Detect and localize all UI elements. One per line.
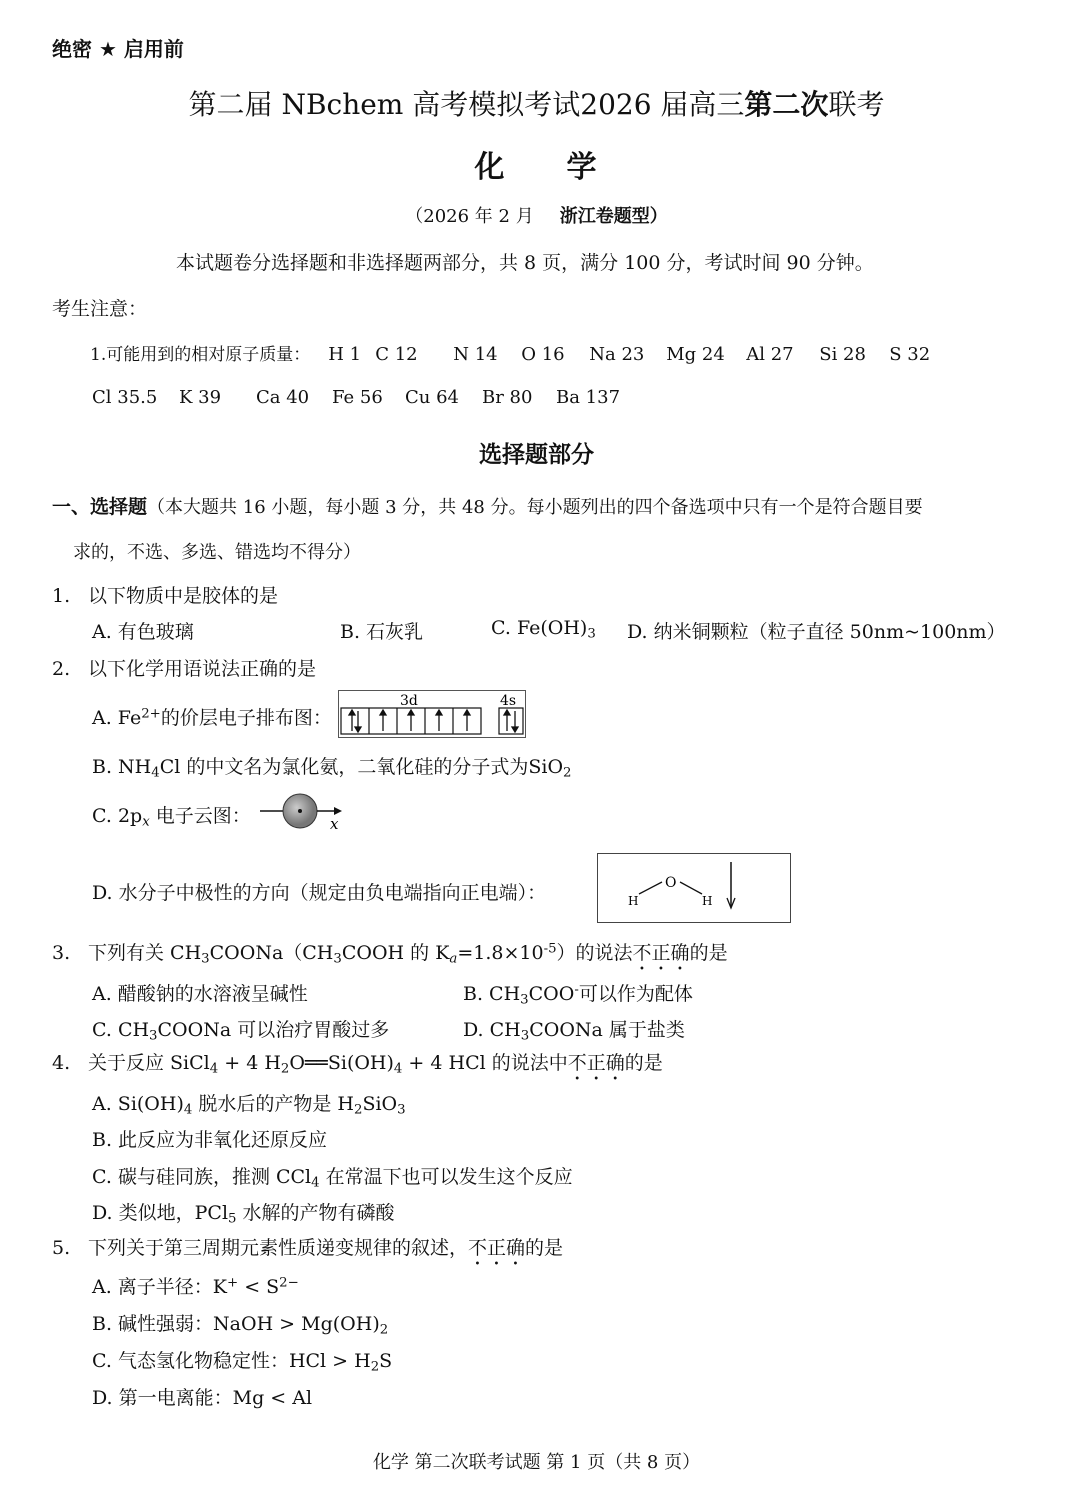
x-axis-label: x [330, 815, 339, 833]
atom-o: O [665, 875, 677, 891]
q1-option-c: C. $Fe(OH)_3$ [491, 617, 596, 642]
water-polarity-diagram [597, 853, 791, 923]
q2-option-a: A. $Fe^{2+}$的价层电子排布图： [92, 706, 332, 729]
question-1: 1. 以下物质中是胶体的是 [52, 585, 279, 607]
q3-option-b: B. $CH_3COO^-$可以作为配体 [463, 982, 693, 1008]
exam-date: （2026 年 2 月 浙江卷题型） [405, 206, 668, 227]
q5-option-b: B. 碱性强弱：NaOH > $Mg(OH)_2$ [92, 1313, 389, 1338]
part-heading: 一、选择题（本大题共 16 小题，每小题 3 分，共 48 分。每小题列出的四个备选项中只有一个是符合题目要 [52, 496, 923, 518]
q3-option-a: A. 醋酸钠的水溶液呈碱性 [92, 983, 308, 1005]
q2-option-d: D. 水分子中极性的方向（规定由负电端指向正电端）： [92, 882, 547, 904]
label-4s: 4s [500, 693, 517, 709]
question-3: 3. 下列有关 $CH_3COONa(CH_3COOH$ 的 $K_a=1.8\times 10^{-5}$）的说法不正确的是 [52, 941, 728, 967]
q4-option-a: A. $Si(OH)_4$ 脱水后的产物是 $H_2SiO_3$ [92, 1093, 406, 1118]
subject-title: 化 学 [474, 150, 599, 185]
atomic-masses-row2: Cl 35.5 K 39 Ca 40 Fe 56 Cu 64 Br 80 Ba 137 [92, 387, 621, 408]
atom-h-left: H [628, 894, 639, 908]
question-4: 4. 关于反应 SiCl$_4$ + 4 $H_2O══Si(OH)_4 + 4$ HCl 的说法中不正确的是 [52, 1052, 663, 1077]
q3-option-c: C. $CH_3COONa$ 可以治疗胃酸过多 [92, 1019, 390, 1044]
q4-option-d: D. 类似地，PCl$_5$ 水解的产物有磷酸 [92, 1202, 395, 1227]
q2-option-b: B. $NH_4Cl$ 的中文名为氯化氨，二氧化硅的分子式为SiO$_2$ [92, 756, 572, 781]
q1-option-d: D. 纳米铜颗粒（粒子直径 50nm~100nm） [627, 621, 1006, 643]
q1-option-b: B. 石灰乳 [340, 621, 424, 643]
q1-option-a: A. 有色玻璃 [92, 621, 194, 643]
notice-heading: 考生注意： [52, 298, 148, 320]
q5-option-d: D. 第一电离能：Mg < Al [92, 1387, 313, 1409]
q4-option-b: B. 此反应为非氧化还原反应 [92, 1129, 328, 1151]
q2-option-c: C. $2p_x$ 电子云图： [92, 805, 251, 830]
part-description: 求的，不选、多选、错选均不得分） [73, 542, 361, 563]
q4-option-c: C. 碳与硅同族，推测 CCl$_4$ 在常温下也可以发生这个反应 [92, 1166, 573, 1191]
exam-title: 第二届 NBchem 高考模拟考试2026 届高三第二次联考 [188, 88, 885, 121]
page-footer: 化学 第二次联考试题 第 1 页（共 8 页） [372, 1452, 701, 1473]
fe2-orbital-diagram [338, 690, 526, 738]
question-2: 2. 以下化学用语说法正确的是 [52, 658, 317, 680]
atomic-masses-row1: 1.可能用到的相对原子质量： H 1 C 12 N 14 O 16 Na 23 Mg 24 Al 27 Si 28 S 32 [90, 344, 931, 365]
intro-text: 本试题卷分选择题和非选择题两部分，共 8 页，满分 100 分，考试时间 90 分钟。 [176, 252, 874, 274]
q3-option-d: D. $CH_3COONa$ 属于盐类 [463, 1019, 685, 1044]
confidential-label: 绝密 ★ 启用前 [52, 37, 184, 61]
atom-h-right: H [702, 894, 713, 908]
section-title: 选择题部分 [479, 442, 594, 468]
question-5: 5. 下列关于第三周期元素性质递变规律的叙述，不正确的是 [52, 1237, 564, 1259]
q5-option-a: A. 离子半径：$K^+ < S^{2-}$ [92, 1275, 299, 1298]
2px-electron-cloud [258, 793, 348, 833]
q5-option-c: C. 气态氢化物稳定性：HCl > $H_2S$ [92, 1350, 393, 1375]
label-3d: 3d [400, 693, 418, 709]
